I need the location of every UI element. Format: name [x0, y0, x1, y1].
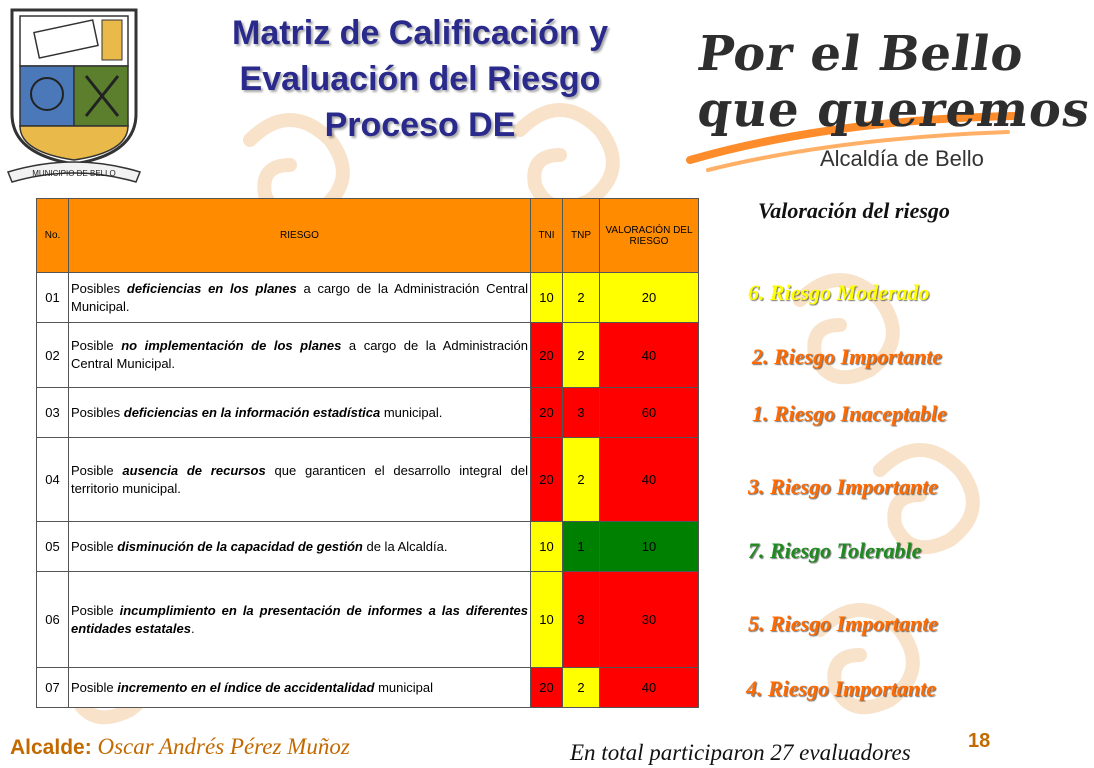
row-valoracion: 30 [600, 572, 699, 668]
alcalde-name: Oscar Andrés Pérez Muñoz [91, 734, 350, 759]
slogan-line-2: que queremos [694, 82, 1094, 138]
table-row [37, 388, 699, 438]
row-riesgo: Posible ausencia de recursos que garanticen el desarrollo integral del territorio municipal. [69, 438, 531, 522]
table-row [37, 668, 699, 708]
row-riesgo: Posible disminución de la capacidad de gestión de la Alcaldía. [69, 522, 531, 572]
header-no: No. [37, 199, 69, 273]
table-row [37, 273, 699, 323]
row-tnp: 3 [563, 388, 600, 438]
valoracion-title: Valoración del riesgo [758, 198, 950, 223]
total-evaluadores: En total participaron 27 evaluadores [570, 740, 911, 765]
risk-label-05: 7. Riesgo Tolerable [748, 538, 922, 563]
header-riesgo: RIESGO [69, 199, 531, 273]
table-row [37, 572, 699, 668]
row-no: 05 [37, 522, 69, 572]
shield-ribbon-text: MUNICIPIO DE BELLO [32, 169, 116, 178]
row-tni: 10 [531, 273, 563, 323]
alcalde-label: Alcalde: [10, 736, 92, 759]
title-line-2: Evaluación del Riesgo [239, 60, 601, 98]
row-no: 01 [37, 273, 69, 323]
municipio-shield-logo [6, 4, 142, 184]
row-riesgo: Posible no implementación de los planes a cargo de la Administración Central Municipal. [69, 323, 531, 388]
row-tni: 10 [531, 572, 563, 668]
row-valoracion: 40 [600, 323, 699, 388]
row-valoracion: 60 [600, 388, 699, 438]
slogan-logo [688, 20, 1094, 180]
risk-label-01: 6. Riesgo Moderado [748, 280, 930, 305]
row-tni: 20 [531, 438, 563, 522]
row-riesgo: Posible incremento en el índice de accidentalidad municipal [69, 668, 531, 708]
header-tni: TNI [531, 199, 563, 273]
row-tnp: 2 [563, 273, 600, 323]
header-valoracion: VALORACIÓN DEL RIESGO [600, 199, 699, 273]
table-row [37, 522, 699, 572]
table-row [37, 323, 699, 388]
risk-label-03: 1. Riesgo Inaceptable [752, 401, 947, 426]
row-no: 02 [37, 323, 69, 388]
row-tni: 10 [531, 522, 563, 572]
slogan-line-1: Por el Bello [694, 26, 1028, 82]
row-no: 03 [37, 388, 69, 438]
row-tni: 20 [531, 388, 563, 438]
slide-title [160, 10, 680, 148]
row-riesgo: Posibles deficiencias en los planes a cargo de la Administración Central Municipal. [69, 273, 531, 323]
table-row [37, 438, 699, 522]
row-valoracion: 40 [600, 668, 699, 708]
row-valoracion: 10 [600, 522, 699, 572]
row-riesgo: Posibles deficiencias en la información estadística municipal. [69, 388, 531, 438]
title-line-1: Matriz de Calificación y [232, 14, 608, 52]
row-tnp: 3 [563, 572, 600, 668]
title-line-3: Proceso DE [324, 106, 516, 144]
header-tnp: TNP [563, 199, 600, 273]
row-no: 04 [37, 438, 69, 522]
row-valoracion: 20 [600, 273, 699, 323]
risk-label-06: 5. Riesgo Importante [748, 611, 939, 636]
risk-label-02: 2. Riesgo Importante [752, 344, 943, 369]
alcalde-footer [10, 734, 350, 760]
row-tnp: 2 [563, 438, 600, 522]
row-riesgo: Posible incumplimiento en la presentación de informes a las diferentes entidades estatales. [69, 572, 531, 668]
slogan-line-3: Alcaldía de Bello [820, 146, 984, 171]
row-no: 06 [37, 572, 69, 668]
risk-matrix-table [36, 198, 699, 708]
risk-label-04: 3. Riesgo Importante [748, 474, 939, 499]
row-tni: 20 [531, 668, 563, 708]
row-tni: 20 [531, 323, 563, 388]
row-tnp: 1 [563, 522, 600, 572]
row-valoracion: 40 [600, 438, 699, 522]
risk-label-07: 4. Riesgo Importante [746, 676, 937, 701]
table-header-row [37, 199, 699, 273]
row-tnp: 2 [563, 668, 600, 708]
row-tnp: 2 [563, 323, 600, 388]
row-no: 07 [37, 668, 69, 708]
page-number: 18 [968, 730, 991, 752]
